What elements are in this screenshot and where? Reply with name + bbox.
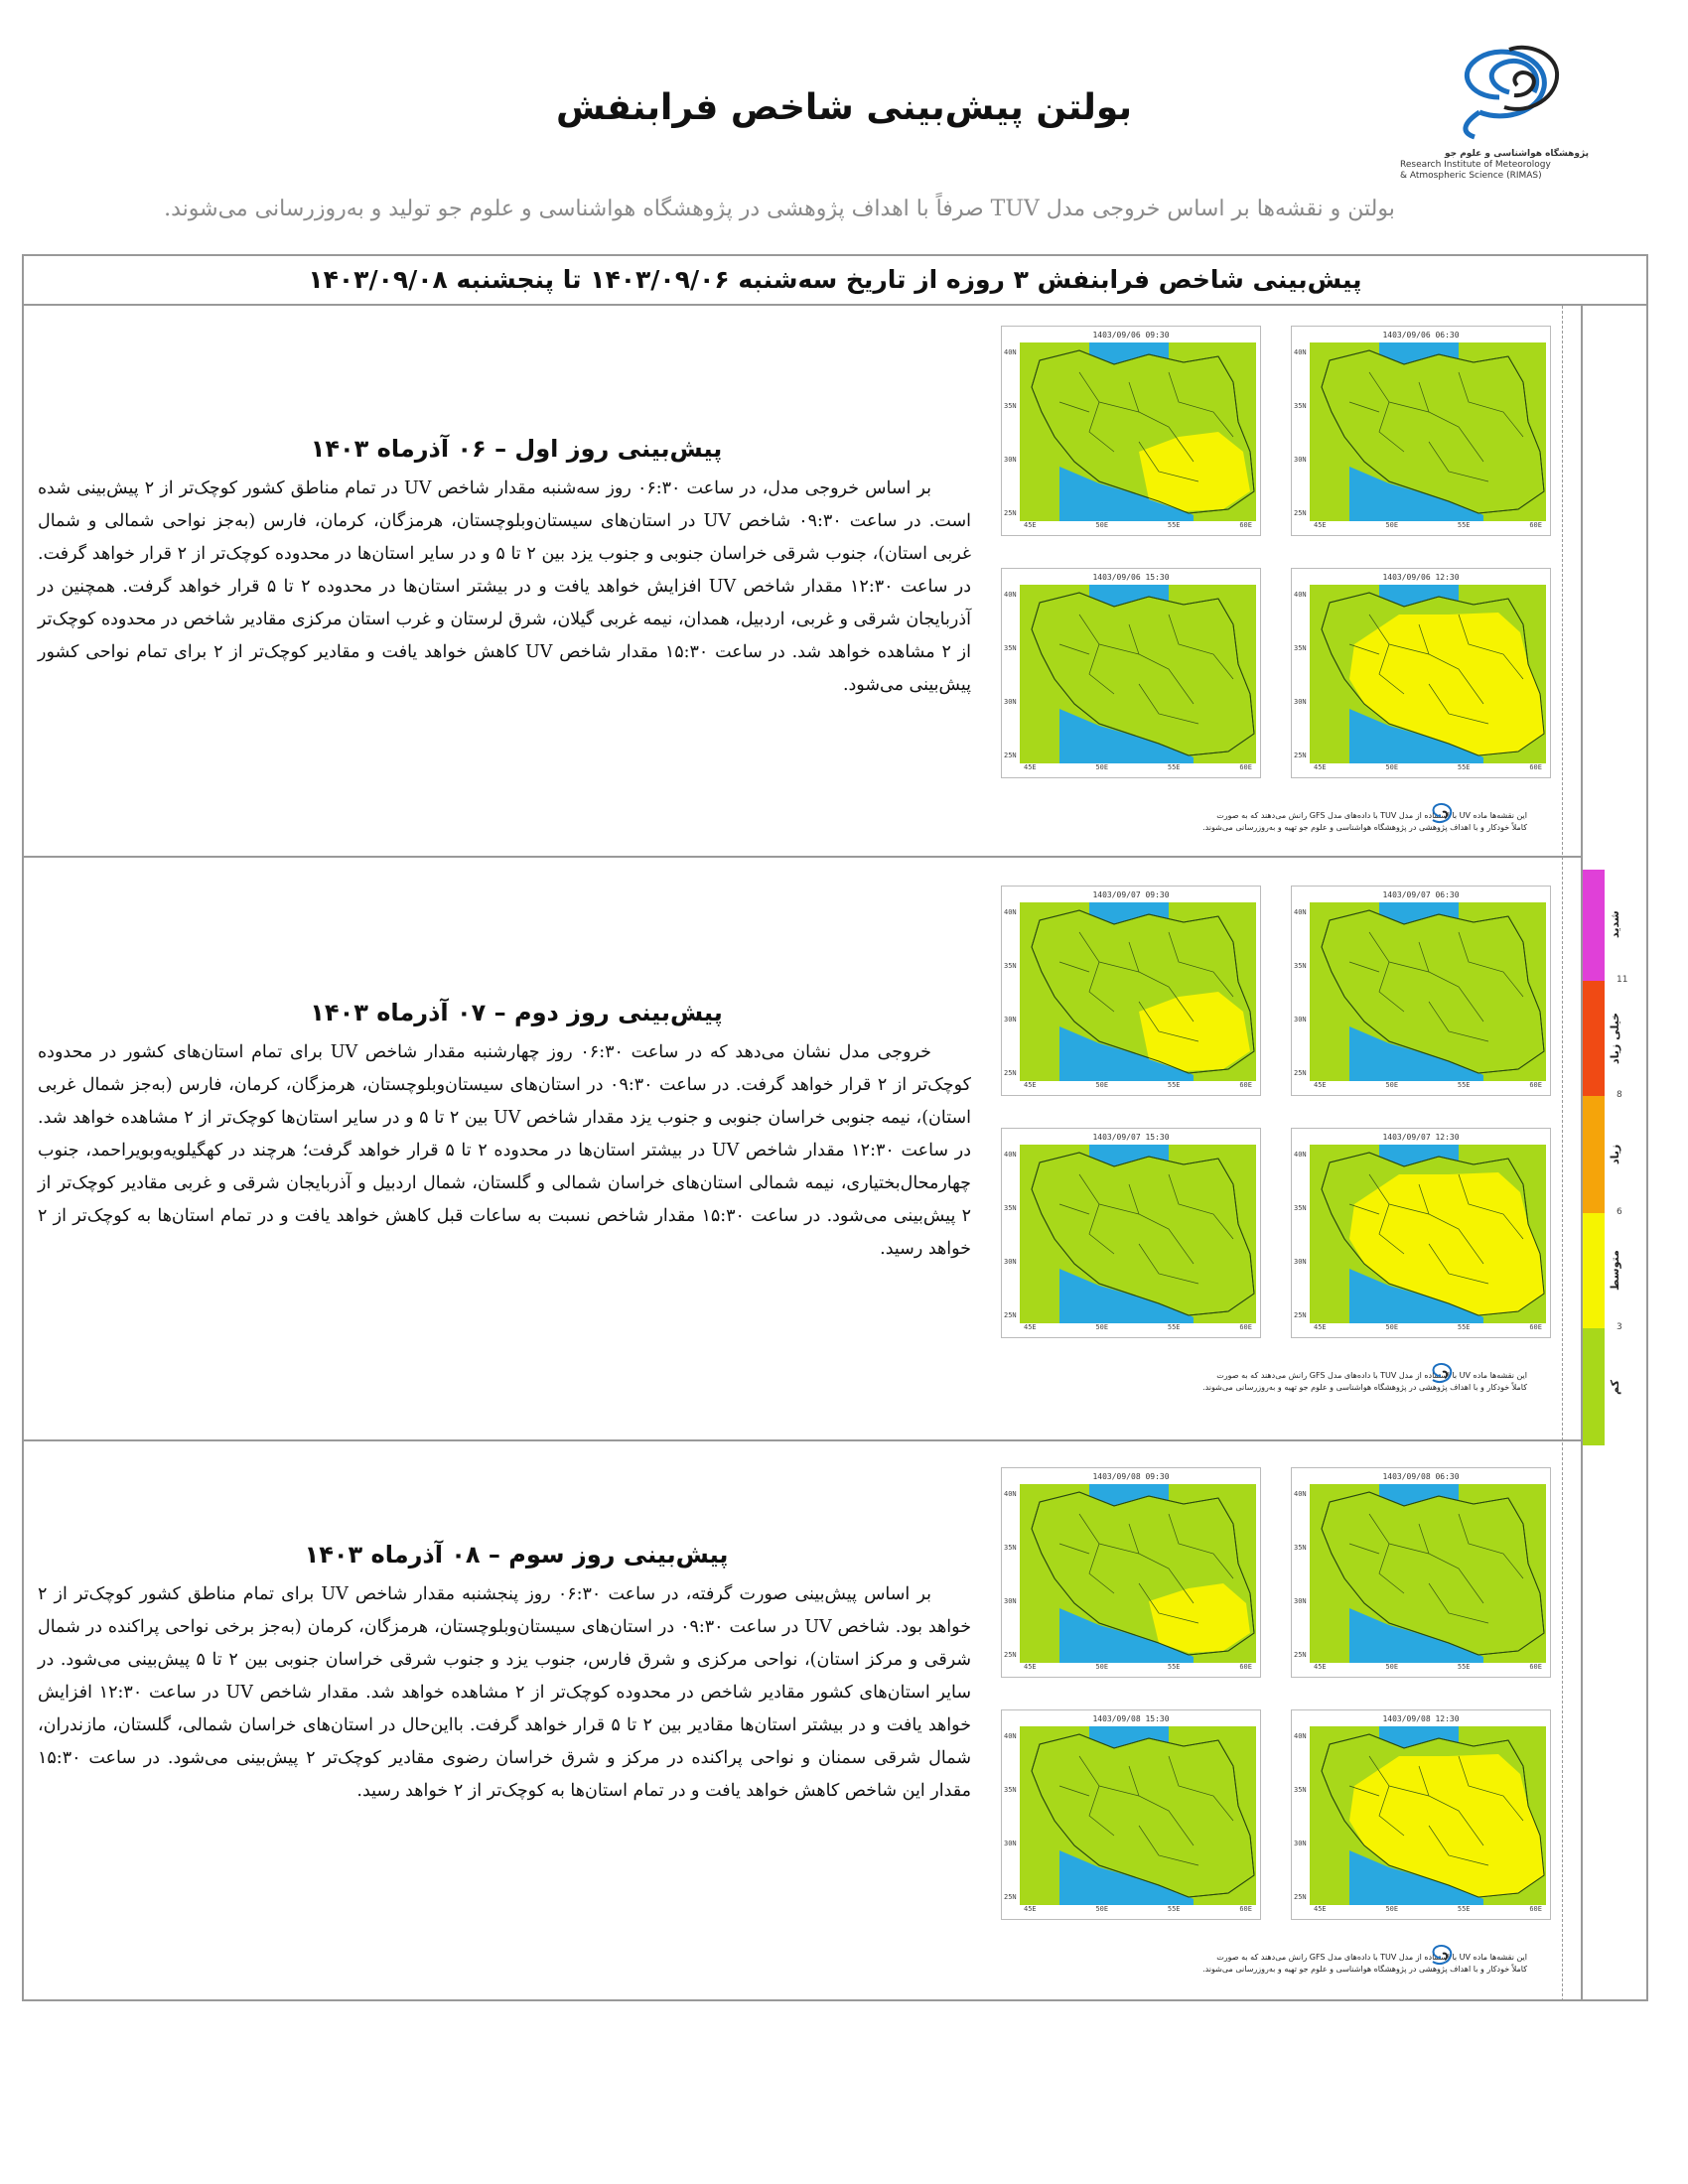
legend-tick: 8 (1617, 1090, 1622, 1100)
map-y-ticks (1294, 908, 1307, 1077)
map-y-ticks (1004, 348, 1017, 517)
map-y-tick: 40N (1294, 908, 1307, 916)
map-timestamp: 1403/09/06 12:30 (1382, 573, 1460, 582)
map-x-tick: 55E (1167, 1905, 1181, 1913)
map-y-tick: 30N (1004, 1840, 1017, 1847)
uv-forecast-map (1001, 1128, 1261, 1338)
map-y-ticks (1294, 1151, 1307, 1319)
uv-forecast-map (1001, 886, 1261, 1096)
bulletin-subtitle: بولتن و نقشه‌ها بر اساس خروجی مدل TUV صرفاً با اهداف پژوهشی در پژوهشگاه هواشناسی و علوم جو تولید و به‌روزرسانی می‌شوند. (164, 197, 1395, 221)
map-y-tick: 35N (1004, 1544, 1017, 1552)
map-x-tick: 50E (1095, 1081, 1109, 1089)
map-y-ticks (1004, 591, 1017, 759)
day1-paragraph: بر اساس خروجی مدل، در ساعت ۰۶:۳۰ روز سه‌شنبه مقدار شاخص UV در تمام مناطق کشور کوچک‌تر از ۲ پیش‌بینی شده است. در ساعت ۰۹:۳۰ شاخص UV در استان‌های سیستان‌وبلوچستان، هرمزگان، کرمان، فارس (به‌جز نواحی شمالی و شمال غربی استان)، جنوب شرقی خراسان جنوبی و جنوب یزد بین ۲ تا ۵ و در سایر استان‌ها در محدوده کوچک‌تر از ۲ قرار خواهد گرفت. در ساعت ۱۲:۳۰ مقدار شاخص UV افزایش خواهد یافت و در بیشتر استان‌ها در محدوده ۲ تا ۵ قرار خواهد گرفت. همچنین در آذربایجان شرقی و غربی، اردبیل، همدان، نیمه غربی گیلان، شرق لرستان و غرب استان مرکزی مقادیر شاخص در محدوده کوچک‌تر از ۲ مشاهده خواهد شد. در ساعت ۱۵:۳۰ مقدار شاخص UV کاهش خواهد یافت و مقادیر کوچک‌تر از ۲ برای تمام نواحی کشور پیش‌بینی می‌شود. (38, 478, 971, 695)
map-timestamp: 1403/09/06 06:30 (1382, 331, 1460, 340)
map-x-tick: 50E (1095, 1905, 1109, 1913)
map-y-tick: 30N (1004, 1258, 1017, 1266)
legend-swatch-moderate (1583, 1213, 1605, 1328)
map-x-tick: 50E (1095, 763, 1109, 771)
day1-map-panel (1001, 326, 1562, 852)
map-x-tick: 60E (1529, 1081, 1542, 1089)
map-x-tick: 60E (1529, 1663, 1542, 1671)
uv-legend (1583, 870, 1642, 1445)
map-y-tick: 25N (1294, 509, 1307, 517)
legend-label-high: زیاد (1609, 1144, 1621, 1165)
map-y-tick: 25N (1004, 1069, 1017, 1077)
map-x-tick: 45E (1314, 1663, 1327, 1671)
map-y-tick: 25N (1294, 1893, 1307, 1901)
map-x-ticks (1314, 1081, 1542, 1089)
map-y-tick: 40N (1004, 1732, 1017, 1740)
map-timestamp: 1403/09/06 09:30 (1092, 331, 1170, 340)
map-y-tick: 25N (1004, 1311, 1017, 1319)
map-y-tick: 25N (1004, 751, 1017, 759)
map-x-tick: 45E (1314, 521, 1327, 529)
map-x-tick: 45E (1024, 1905, 1037, 1913)
forecast-table-heading: پیش‌بینی شاخص فرابنفش ۳ روزه از تاریخ سه‌شنبه ۱۴۰۳/۰۹/۰۶ تا پنجشنبه ۱۴۰۳/۰۹/۰۸ (308, 264, 1362, 294)
map-x-tick: 55E (1457, 1081, 1471, 1089)
map-x-tick: 55E (1457, 1905, 1471, 1913)
map-footnote-logo-icon (1423, 1360, 1459, 1392)
map-footnote-logo-icon (1423, 800, 1459, 832)
map-x-tick: 45E (1024, 1323, 1037, 1331)
day1-heading: پیش‌بینی روز اول – ۰۶ آذرماه ۱۴۰۳ (310, 435, 723, 463)
map-timestamp: 1403/09/07 12:30 (1382, 1133, 1460, 1142)
map-timestamp: 1403/09/07 09:30 (1092, 890, 1170, 899)
row-divider (22, 856, 1583, 858)
map-x-ticks (1024, 1081, 1252, 1089)
legend-label-very-high: خیلی زیاد (1609, 1012, 1621, 1065)
day2-map-panel (1001, 886, 1562, 1412)
map-y-tick: 30N (1004, 1597, 1017, 1605)
map-y-tick: 40N (1004, 348, 1017, 356)
map-y-tick: 35N (1004, 962, 1017, 970)
map-y-tick: 40N (1004, 1151, 1017, 1159)
map-timestamp: 1403/09/08 12:30 (1382, 1714, 1460, 1723)
map-timestamp: 1403/09/08 06:30 (1382, 1472, 1460, 1481)
map-y-tick: 25N (1294, 1069, 1307, 1077)
day2-text (38, 1036, 971, 1266)
map-x-tick: 60E (1529, 1323, 1542, 1331)
map-x-tick: 55E (1457, 763, 1471, 771)
forecast-table-heading-row (22, 254, 1648, 306)
map-x-tick: 45E (1024, 521, 1037, 529)
row-divider (22, 1439, 1583, 1441)
map-y-tick: 40N (1294, 1490, 1307, 1498)
map-y-ticks (1294, 1732, 1307, 1901)
map-y-tick: 35N (1294, 1204, 1307, 1212)
uv-forecast-map (1001, 1709, 1261, 1920)
map-x-tick: 45E (1024, 1081, 1037, 1089)
map-footnote-line: کاملاً خودکار و با اهداف پژوهشی در پژوهشگاه هواشناسی و علوم جو تهیه و به‌روزرسانی می‌شوند. (1202, 1383, 1527, 1392)
logo-caption-en-2: & Atmospheric Science (RIMAS) (1400, 171, 1542, 181)
map-y-ticks (1294, 591, 1307, 759)
map-x-tick: 45E (1314, 1323, 1327, 1331)
map-x-tick: 50E (1385, 521, 1399, 529)
map-x-tick: 55E (1167, 521, 1181, 529)
map-y-ticks (1004, 908, 1017, 1077)
map-y-tick: 40N (1004, 1490, 1017, 1498)
legend-tick: 11 (1617, 975, 1628, 985)
map-y-tick: 30N (1294, 1840, 1307, 1847)
day2-heading: پیش‌بینی روز دوم – ۰۷ آذرماه ۱۴۰۳ (310, 999, 723, 1026)
uv-forecast-map (1001, 1467, 1261, 1678)
map-x-tick: 60E (1529, 1905, 1542, 1913)
map-y-ticks (1004, 1490, 1017, 1659)
map-x-tick: 55E (1457, 1663, 1471, 1671)
map-timestamp: 1403/09/06 15:30 (1092, 573, 1170, 582)
map-y-tick: 35N (1294, 1544, 1307, 1552)
map-x-ticks (1024, 763, 1252, 771)
legend-swatch-high (1583, 1096, 1605, 1213)
map-y-ticks (1294, 1490, 1307, 1659)
map-y-tick: 40N (1294, 1151, 1307, 1159)
map-y-tick: 30N (1004, 698, 1017, 706)
map-x-tick: 55E (1457, 1323, 1471, 1331)
map-y-tick: 30N (1294, 698, 1307, 706)
map-y-tick: 30N (1294, 1597, 1307, 1605)
map-x-tick: 45E (1314, 1081, 1327, 1089)
map-x-ticks (1314, 763, 1542, 771)
day2-paragraph: خروجی مدل نشان می‌دهد که در ساعت ۰۶:۳۰ روز چهارشنبه مقدار شاخص UV برای تمام استان‌های کشور در محدوده کوچک‌تر از ۲ قرار خواهد گرفت. در ساعت ۰۹:۳۰ در استان‌های سیستان‌وبلوچستان، هرمزگان، کرمان، فارس (به‌جز شمال غربی استان)، نیمه جنوبی خراسان جنوبی و جنوب یزد مقدار شاخص UV بین ۲ تا ۵ و در سایر استان‌ها کوچک‌تر از ۲ مشاهده خواهد شد. در ساعت ۱۲:۳۰ مقدار شاخص UV در بیشتر استان‌ها در محدوده ۲ تا ۵ قرار خواهد گرفت؛ هرچند در کهگیلویه‌وبویراحمد، جنوب چهارمحال‌بختیاری، نیمه شمالی استان‌های خراسان شمالی و گلستان، شمال اردبیل و آذربایجان شرقی و غربی مقادیر کوچک‌تر از ۲ پیش‌بینی می‌شود. در ساعت ۱۵:۳۰ مقدار شاخص نسبت به ساعات قبل کاهش خواهد یافت و در تمام استان‌ها به کوچک‌تر از ۲ خواهد رسید. (38, 1042, 972, 1259)
map-y-tick: 35N (1004, 402, 1017, 410)
map-y-tick: 25N (1004, 509, 1017, 517)
map-y-tick: 40N (1004, 908, 1017, 916)
map-footnote-line: این نقشه‌ها ماده UV با استفاده از مدل TUV با داده‌های مدل GFS رانش می‌دهند که به صورت (1216, 1953, 1527, 1962)
map-x-ticks (1024, 1663, 1252, 1671)
bulletin-title: بولتن پیش‌بینی شاخص فرابنفش (555, 87, 1133, 128)
map-x-tick: 45E (1314, 1905, 1327, 1913)
map-y-tick: 35N (1294, 1786, 1307, 1794)
legend-label-low: کم (1609, 1379, 1621, 1395)
uv-forecast-map (1001, 326, 1261, 536)
map-y-tick: 30N (1294, 1258, 1307, 1266)
map-y-tick: 35N (1004, 1204, 1017, 1212)
map-x-tick: 50E (1385, 1663, 1399, 1671)
legend-label-moderate: متوسط (1609, 1250, 1621, 1292)
uv-forecast-map (1291, 326, 1551, 536)
map-x-tick: 55E (1167, 1663, 1181, 1671)
map-y-tick: 25N (1294, 1311, 1307, 1319)
map-y-ticks (1294, 348, 1307, 517)
map-x-ticks (1314, 1663, 1542, 1671)
uv-forecast-map (1291, 1467, 1551, 1678)
map-x-ticks (1314, 1905, 1542, 1913)
uv-forecast-map (1291, 1128, 1551, 1338)
legend-tick: 3 (1617, 1322, 1622, 1332)
map-x-tick: 45E (1024, 1663, 1037, 1671)
map-x-tick: 50E (1095, 521, 1109, 529)
map-timestamp: 1403/09/08 09:30 (1092, 1472, 1170, 1481)
map-x-tick: 60E (1529, 521, 1542, 529)
map-y-tick: 35N (1294, 962, 1307, 970)
map-y-ticks (1004, 1732, 1017, 1901)
map-y-tick: 40N (1294, 1732, 1307, 1740)
uv-forecast-map (1291, 886, 1551, 1096)
legend-swatch-extreme (1583, 870, 1605, 981)
map-x-tick: 60E (1239, 521, 1252, 529)
uv-forecast-map (1001, 568, 1261, 778)
map-footnote-line: کاملاً خودکار و با اهداف پژوهشی در پژوهشگاه هواشناسی و علوم جو تهیه و به‌روزرسانی می‌شوند. (1202, 1965, 1527, 1974)
day3-heading: پیش‌بینی روز سوم – ۰۸ آذرماه ۱۴۰۳ (304, 1541, 729, 1569)
logo-caption-en-1: Research Institute of Meteorology (1400, 160, 1551, 170)
map-y-ticks (1004, 1151, 1017, 1319)
map-x-tick: 50E (1385, 1905, 1399, 1913)
map-timestamp: 1403/09/08 15:30 (1092, 1714, 1170, 1723)
map-footnote-line: کاملاً خودکار و با اهداف پژوهشی در پژوهشگاه هواشناسی و علوم جو تهیه و به‌روزرسانی می‌شوند. (1202, 823, 1527, 832)
map-x-tick: 50E (1095, 1663, 1109, 1671)
map-y-tick: 30N (1294, 456, 1307, 464)
map-x-tick: 50E (1385, 763, 1399, 771)
uv-forecast-map (1291, 568, 1551, 778)
map-footnote-line: این نقشه‌ها ماده UV با استفاده از مدل TUV با داده‌های مدل GFS رانش می‌دهند که به صورت (1216, 811, 1527, 820)
legend-swatch-low (1583, 1328, 1605, 1445)
map-y-tick: 25N (1294, 1651, 1307, 1659)
column-divider (1562, 306, 1563, 2001)
map-x-tick: 60E (1239, 1081, 1252, 1089)
map-x-tick: 55E (1167, 1081, 1181, 1089)
legend-swatch-very-high (1583, 981, 1605, 1096)
map-x-tick: 60E (1529, 763, 1542, 771)
map-x-tick: 55E (1167, 763, 1181, 771)
map-y-tick: 30N (1004, 1016, 1017, 1024)
map-y-tick: 35N (1294, 402, 1307, 410)
map-y-tick: 35N (1004, 1786, 1017, 1794)
map-x-tick: 60E (1239, 1663, 1252, 1671)
legend-label-extreme: شدید (1609, 910, 1621, 938)
map-x-ticks (1024, 521, 1252, 529)
map-x-ticks (1314, 1323, 1542, 1331)
map-y-tick: 40N (1004, 591, 1017, 599)
map-x-ticks (1024, 1323, 1252, 1331)
map-y-tick: 35N (1004, 644, 1017, 652)
map-x-tick: 50E (1385, 1081, 1399, 1089)
map-y-tick: 30N (1294, 1016, 1307, 1024)
map-x-tick: 60E (1239, 1323, 1252, 1331)
map-x-tick: 45E (1314, 763, 1327, 771)
map-footnote-line: این نقشه‌ها ماده UV با استفاده از مدل TUV با داده‌های مدل GFS رانش می‌دهند که به صورت (1216, 1371, 1527, 1380)
map-timestamp: 1403/09/07 15:30 (1092, 1133, 1170, 1142)
map-y-tick: 25N (1004, 1651, 1017, 1659)
map-x-ticks (1024, 1905, 1252, 1913)
day3-text (38, 1578, 971, 1808)
map-x-tick: 55E (1457, 521, 1471, 529)
map-y-tick: 35N (1294, 644, 1307, 652)
map-y-tick: 40N (1294, 348, 1307, 356)
map-x-tick: 60E (1239, 1905, 1252, 1913)
map-y-tick: 25N (1004, 1893, 1017, 1901)
map-x-tick: 50E (1095, 1323, 1109, 1331)
day3-paragraph: بر اساس پیش‌بینی صورت گرفته، در ساعت ۰۶:۳۰ روز پنجشنبه مقدار شاخص UV برای تمام مناطق کشور کوچک‌تر از ۲ خواهد بود. شاخص UV در ساعت ۰۹:۳۰ در استان‌های سیستان‌وبلوچستان، هرمزگان، کرمان (به‌جز برخی نواحی پراکنده در شمال شرقی و مرکز استان)، نواحی مرکزی و شرق فارس، جنوب یزد و جنوب شرقی خراسان جنوبی بین ۲ تا ۵ پیش‌بینی می‌شود. در سایر استان‌های کشور مقادیر شاخص در محدوده کوچک‌تر از ۲ مشاهده خواهد شد. مقدار شاخص UV در ساعت ۱۲:۳۰ افزایش خواهد یافت و در بیشتر استان‌ها مقادیر بین ۲ تا ۵ قرار خواهد گرفت. بااین‌حال در استان‌های خراسان شمالی، گلستان، مازندران، شمال شرقی سمنان و نواحی پراکنده در مرکز و شرق خراسان رضوی مقادیر کوچک‌تر ۲ پیش‌بینی می‌شود. در ساعت ۱۵:۳۰ مقدار این شاخص کاهش خواهد یافت و در تمام استان‌ها به کوچک‌تر از ۲ خواهد رسید. (38, 1584, 972, 1801)
uv-forecast-map (1291, 1709, 1551, 1920)
map-x-ticks (1314, 521, 1542, 529)
logo-caption (1400, 149, 1589, 182)
day1-text (38, 473, 971, 702)
map-y-tick: 40N (1294, 591, 1307, 599)
map-x-tick: 55E (1167, 1323, 1181, 1331)
logo-caption-fa: پژوهشگاه هواشناسی و علوم جو (1444, 149, 1589, 159)
map-y-tick: 25N (1294, 751, 1307, 759)
map-footnote-logo-icon (1423, 1942, 1459, 1974)
map-x-tick: 60E (1239, 763, 1252, 771)
legend-tick: 6 (1617, 1207, 1622, 1217)
map-y-tick: 30N (1004, 456, 1017, 464)
map-timestamp: 1403/09/07 06:30 (1382, 890, 1460, 899)
map-x-tick: 50E (1385, 1323, 1399, 1331)
day3-map-panel (1001, 1467, 1562, 1993)
map-x-tick: 45E (1024, 763, 1037, 771)
